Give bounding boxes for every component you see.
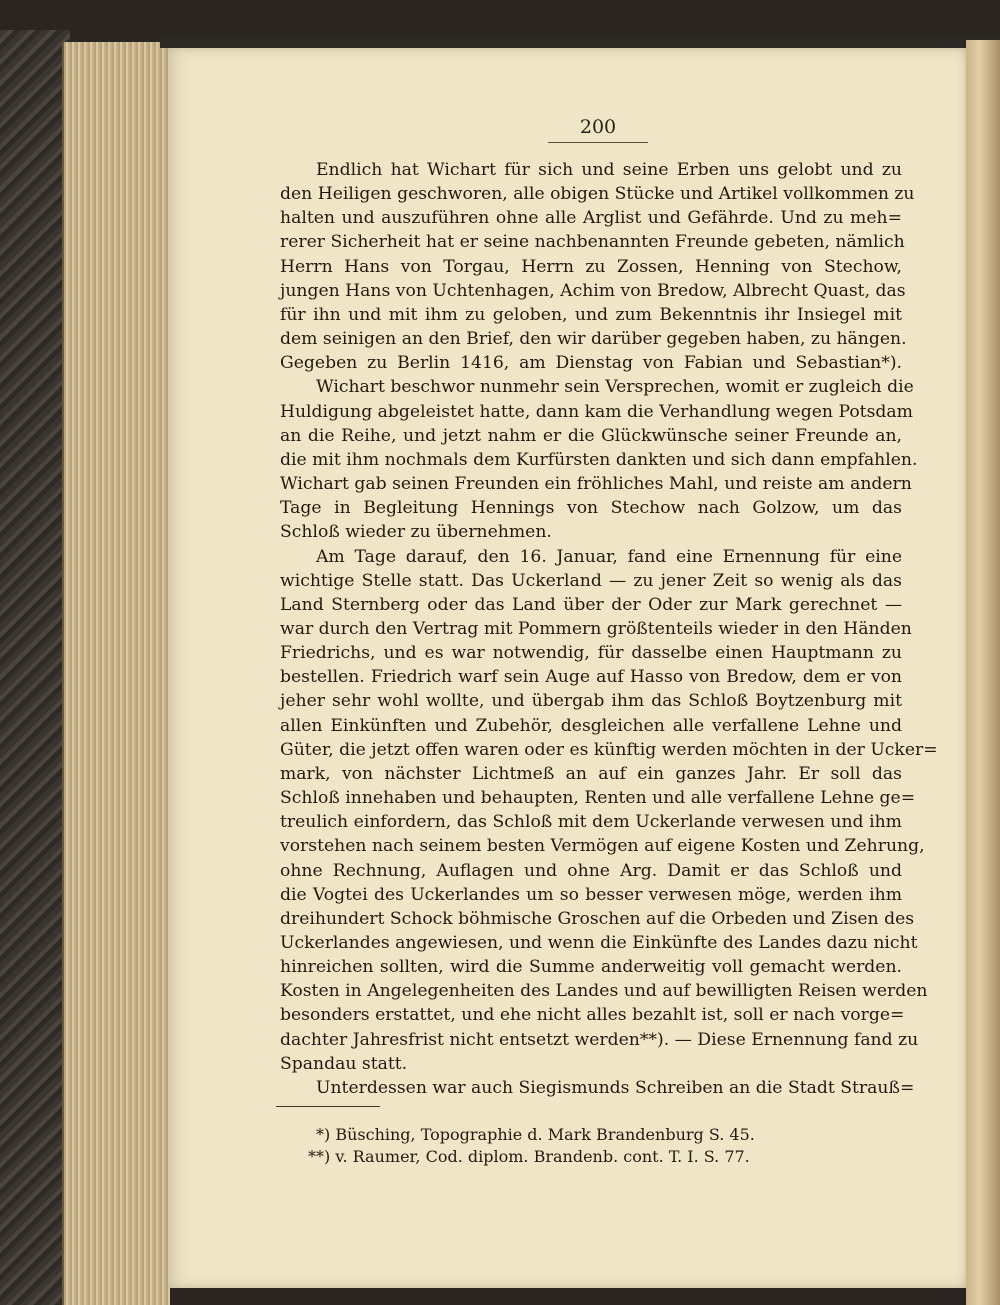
text-line: Güter, die jetzt offen waren oder es künftig werden möchten in der Ucker=: [280, 739, 938, 760]
text-line: Unterdessen war auch Siegismunds Schreiben an die Stadt Strauß=: [316, 1077, 915, 1098]
facing-page-edge: [966, 40, 1000, 1305]
text-line: Land Sternberg oder das Land über der Oder zur Mark gerechnet —: [280, 594, 902, 615]
page-number-rule: [548, 142, 648, 143]
text-line: die mit ihm nochmals dem Kurfürsten dankten und sich dann empfahlen.: [280, 449, 918, 470]
text-line: vorstehen nach seinem besten Vermögen auf eigene Kosten und Zehrung,: [280, 836, 925, 857]
body-text: [280, 158, 938, 1100]
footnotes: [280, 1124, 902, 1168]
text-line: halten und auszuführen ohne alle Arglist und Gefährde. Und zu meh=: [280, 208, 902, 229]
book-cover-edge: [0, 30, 70, 1305]
text-line: Herrn Hans von Torgau, Herrn zu Zossen, Henning von Stechow,: [280, 256, 902, 277]
text-line: Gegeben zu Berlin 1416, am Dienstag von Fabian und Sebastian*).: [280, 353, 902, 374]
text-line: jungen Hans von Uchtenhagen, Achim von Bredow, Albrecht Quast, das: [280, 280, 906, 301]
book-top-shadow: [160, 34, 1000, 48]
text-line: rerer Sicherheit hat er seine nachbenannten Freunde gebeten, nämlich: [280, 232, 905, 253]
text-line: allen Einkünften und Zubehör, desgleichen alle verfallene Lehne und: [280, 715, 902, 736]
text-line: besonders erstattet, und ehe nicht alles bezahlt ist, soll er nach vorge=: [280, 1005, 905, 1026]
text-line: die Vogtei des Uckerlandes um so besser verwesen möge, werden ihm: [280, 884, 902, 905]
text-line: hinreichen sollten, wird die Summe anderweitig voll gemacht werden.: [280, 957, 902, 978]
text-line: Spandau statt.: [280, 1053, 408, 1074]
footnote: *) Büsching, Topographie d. Mark Brandenburg S. 45.: [316, 1125, 755, 1144]
text-line: dachter Jahresfrist nicht entsetzt werden**). — Diese Ernennung fand zu: [280, 1029, 919, 1050]
page-number: 200: [579, 116, 617, 138]
text-line: dreihundert Schock böhmische Groschen auf die Orbeden und Zisen des: [280, 908, 915, 929]
text-line: jeher sehr wohl wollte, und übergab ihm das Schloß Boytzenburg mit: [280, 691, 902, 712]
text-line: wichtige Stelle statt. Das Uckerland — zu jener Zeit so wenig als das: [280, 570, 902, 591]
footnote-rule: [276, 1106, 380, 1107]
text-line: an die Reihe, und jetzt nahm er die Glückwünsche seiner Freunde an,: [280, 425, 902, 446]
text-line: für ihn und mit ihm zu geloben, und zum Bekenntnis ihr Insiegel mit: [280, 304, 902, 325]
text-line: den Heiligen geschworen, alle obigen Stücke und Artikel vollkommen zu: [280, 184, 915, 205]
text-line: bestellen. Friedrich warf sein Auge auf Hasso von Bredow, dem er von: [280, 667, 902, 688]
text-line: Am Tage darauf, den 16. Januar, fand eine Ernennung für eine: [316, 546, 902, 567]
text-line: Huldigung abgeleistet hatte, dann kam die Verhandlung wegen Potsdam: [280, 401, 913, 422]
page-stack-edge: [62, 42, 170, 1305]
text-line: dem seinigen an den Brief, den wir darüber gegeben haben, zu hängen.: [280, 329, 907, 350]
text-line: Friedrichs, und es war notwendig, für dasselbe einen Hauptmann zu: [280, 643, 902, 664]
text-line: ohne Rechnung, Auflagen und ohne Arg. Damit er das Schloß und: [280, 860, 902, 881]
text-line: war durch den Vertrag mit Pommern größtenteils wieder in den Händen: [280, 618, 912, 639]
text-line: mark, von nächster Lichtmeß an auf ein ganzes Jahr. Er soll das: [280, 763, 902, 784]
text-line: Endlich hat Wichart für sich und seine Erben uns gelobt und zu: [316, 160, 902, 180]
text-line: treulich einfordern, das Schloß mit dem Uckerlande verwesen und ihm: [280, 812, 902, 833]
footnote: **) v. Raumer, Cod. diplom. Brandenb. cont. T. I. S. 77.: [308, 1147, 750, 1166]
text-line: Schloß innehaben und behaupten, Renten und alle verfallene Lehne ge=: [280, 788, 916, 809]
text-line: Schloß wieder zu übernehmen.: [280, 522, 552, 543]
text-line: Kosten in Angelegenheiten des Landes und auf bewilligten Reisen werden: [280, 981, 928, 1002]
text-line: Wichart beschwor nunmehr sein Versprechen, womit er zugleich die: [316, 377, 914, 398]
text-line: Tage in Begleitung Hennings von Stechow nach Golzow, um das: [280, 498, 902, 519]
text-line: Wichart gab seinen Freunden ein fröhliches Mahl, und reiste am andern: [280, 474, 912, 495]
text-line: Uckerlandes angewiesen, und wenn die Einkünfte des Landes dazu nicht: [280, 933, 918, 953]
